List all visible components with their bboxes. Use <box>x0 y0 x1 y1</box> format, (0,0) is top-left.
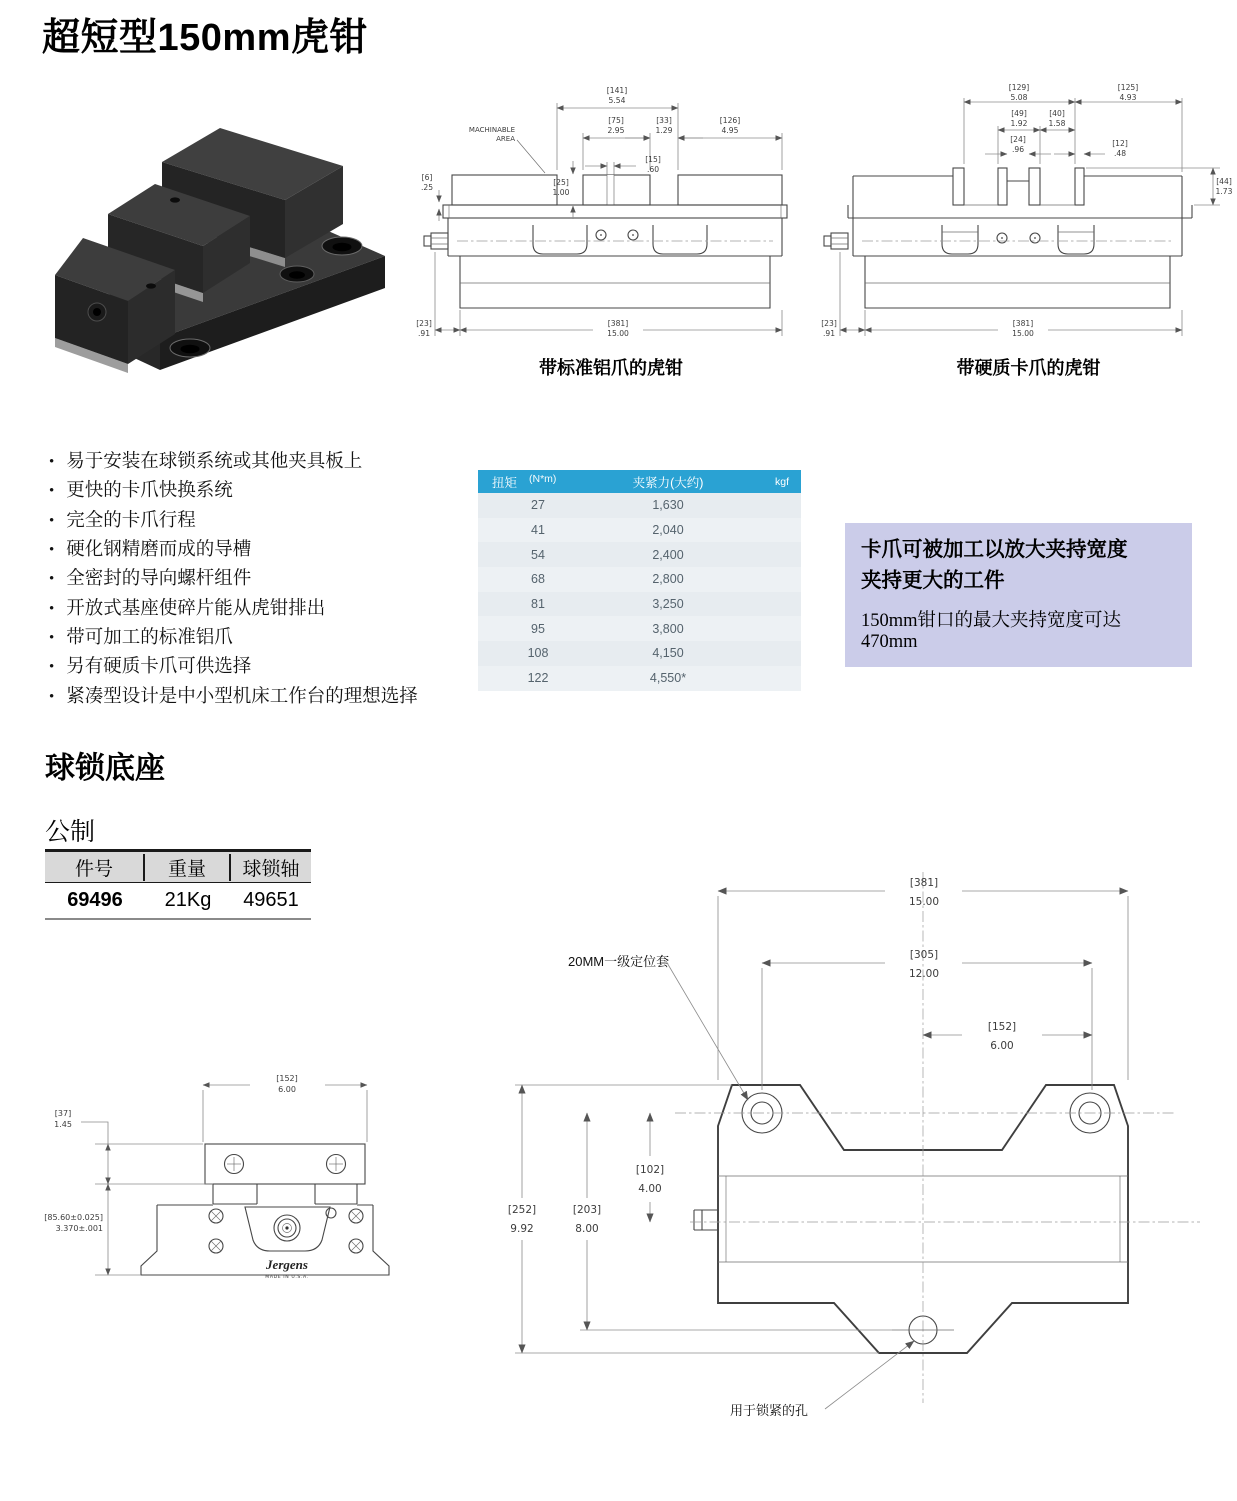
table-row: 68 2,800 <box>531 572 684 587</box>
drawing-hard-svg <box>820 78 1237 346</box>
svg-text:3.370±.001: 3.370±.001 <box>55 1224 103 1233</box>
feature-list <box>45 452 490 716</box>
col-torque: 扭矩 <box>492 475 518 490</box>
table-row: 27 1,630 <box>478 493 801 518</box>
col-part-number: 件号 <box>45 854 145 881</box>
svg-text:.96: .96 <box>1011 145 1025 154</box>
page-title: 超短型150mm虎钳 <box>42 17 368 59</box>
table-row: 81 3,250 <box>478 592 801 617</box>
svg-text:.25: .25 <box>420 183 434 192</box>
machinable-jaws-callout <box>845 523 1192 667</box>
svg-text:[203]: [203] <box>572 1204 602 1216</box>
made-in-usa-label: MADE IN U.S.A. <box>265 1275 309 1280</box>
svg-text:[305]: [305] <box>909 949 939 961</box>
svg-text:[381]: [381] <box>909 877 939 889</box>
svg-text:5.08: 5.08 <box>1010 93 1028 102</box>
svg-text:1.58: 1.58 <box>1048 119 1066 128</box>
dims-standard <box>416 86 782 338</box>
bullet-icon: • <box>49 659 55 676</box>
part-number: 69496 <box>67 889 123 911</box>
svg-text:12.00: 12.00 <box>908 968 940 980</box>
set-screw <box>326 1208 336 1218</box>
svg-text:[6]: [6] <box>421 173 433 182</box>
svg-text:1.92: 1.92 <box>1010 119 1028 128</box>
torque-table-header <box>478 470 801 493</box>
drawing-standard-jaws <box>415 78 807 380</box>
feature-item: • 易于安装在球锁系统或其他夹具板上 <box>49 452 363 472</box>
weight-value: 21Kg <box>164 889 212 911</box>
svg-text:15.00: 15.00 <box>908 896 940 908</box>
drawing-standard-svg <box>415 78 807 346</box>
svg-text:[152]: [152] <box>276 1074 298 1083</box>
table-row <box>45 883 311 920</box>
col-shank: 球锁轴 <box>242 858 300 880</box>
bullet-icon: • <box>49 688 55 705</box>
drawing-base-front <box>35 1068 455 1300</box>
svg-text:[37]: [37] <box>54 1109 72 1118</box>
machinable-area-shapes <box>452 162 782 205</box>
svg-text:15.00: 15.00 <box>1012 329 1034 338</box>
callout-body: 150mm钳口的最大夹持宽度可达470mm <box>861 610 1122 652</box>
bullet-icon: • <box>49 542 55 559</box>
svg-text:[44]: [44] <box>1216 177 1232 186</box>
ball-lock-bore <box>274 1215 300 1241</box>
lock-hole-callout-label: 用于锁紧的孔 <box>730 1403 809 1418</box>
table-row: 95 3,800 <box>531 621 684 636</box>
svg-text:[12]: [12] <box>1112 139 1128 148</box>
svg-text:[381]: [381] <box>1012 319 1034 328</box>
bullet-icon: • <box>49 483 55 500</box>
torque-table <box>478 470 801 691</box>
drawing-base-top <box>490 858 1237 1438</box>
bullet-icon: • <box>49 512 55 529</box>
svg-text:5.54: 5.54 <box>608 96 626 105</box>
svg-text:[85.60±0.025]: [85.60±0.025] <box>44 1213 103 1222</box>
feature-item: • 硬化钢精磨而成的导槽 <box>49 540 252 561</box>
svg-text:[23]: [23] <box>416 319 432 328</box>
svg-text:[15]: [15] <box>645 155 661 164</box>
svg-text:[24]: [24] <box>1010 135 1026 144</box>
product-photo <box>55 88 390 400</box>
feature-item: • 紧凑型设计是中小型机床工作台的理想选择 <box>49 686 418 707</box>
col-torque-unit: (N*m) <box>529 472 557 485</box>
col-weight: 重量 <box>145 854 231 881</box>
bullet-icon: • <box>49 454 55 470</box>
bullet-icon: • <box>49 571 55 588</box>
feature-item: • 开放式基座使碎片能从虎钳排出 <box>49 598 326 619</box>
svg-text:8.00: 8.00 <box>575 1223 599 1235</box>
svg-text:[102]: [102] <box>635 1164 665 1176</box>
svg-text:4.95: 4.95 <box>721 126 739 135</box>
feature-item: • 更快的卡爪快换系统 <box>49 481 233 502</box>
svg-text:.48: .48 <box>1113 149 1127 158</box>
svg-text:1.29: 1.29 <box>655 126 673 135</box>
vise-body-outline <box>824 168 1192 308</box>
feature-item: • 另有硬质卡爪可供选择 <box>49 657 252 678</box>
caption-hard-jaws: 带硬质卡爪的虎钳 <box>956 358 1101 378</box>
svg-text:1.00: 1.00 <box>552 188 570 197</box>
base-front-outline <box>141 1144 389 1280</box>
feature-item: • 带可加工的标准铝爪 <box>49 628 233 649</box>
lead-screw <box>88 303 106 321</box>
caption-standard-jaws: 带标准铝爪的虎钳 <box>539 358 683 378</box>
table-row: 108 4,150 <box>478 641 801 666</box>
svg-text:4.00: 4.00 <box>638 1183 662 1195</box>
svg-text:[49]: [49] <box>1011 109 1027 118</box>
table-row: 122 4,550* <box>527 671 687 686</box>
col-unit-kgf: kgf <box>774 475 789 488</box>
svg-text:6.00: 6.00 <box>278 1085 296 1094</box>
svg-text:AREA: AREA <box>496 135 515 143</box>
svg-text:.60: .60 <box>646 165 660 174</box>
section-title-ball-lock-base: 球锁底座 <box>45 752 165 785</box>
drawing-hard-jaws <box>820 78 1237 380</box>
svg-text:[23]: [23] <box>821 319 837 328</box>
vise-body-outline <box>424 205 787 308</box>
svg-text:9.92: 9.92 <box>510 1223 534 1235</box>
table-row: 41 2,040 <box>531 523 684 538</box>
svg-text:[75]: [75] <box>608 116 624 125</box>
metric-table <box>45 849 311 920</box>
dims-base-top <box>508 877 1128 1418</box>
svg-text:[25]: [25] <box>553 178 569 187</box>
table-row: 54 2,400 <box>478 542 801 567</box>
svg-text:[40]: [40] <box>1049 109 1065 118</box>
svg-text:[33]: [33] <box>656 116 672 125</box>
svg-text:1.73: 1.73 <box>1215 187 1233 196</box>
svg-text:[129]: [129] <box>1008 83 1030 92</box>
svg-text:15.00: 15.00 <box>607 329 629 338</box>
col-clamp-force: 夹紧力(大约) <box>632 475 704 490</box>
socket-head-screw <box>225 1155 346 1174</box>
svg-text:6.00: 6.00 <box>990 1040 1014 1052</box>
jergens-logo: Jergens <box>266 1257 308 1272</box>
metric-subheading: 公制 <box>45 818 96 846</box>
bullet-icon: • <box>49 600 55 617</box>
svg-text:4.93: 4.93 <box>1119 93 1137 102</box>
svg-text:[252]: [252] <box>507 1204 537 1216</box>
feature-item: • 全密封的导向螺杆组件 <box>49 569 252 590</box>
svg-text:[126]: [126] <box>719 116 741 125</box>
dims-base-front <box>44 1074 367 1275</box>
svg-text:2.95: 2.95 <box>607 126 625 135</box>
svg-text:[125]: [125] <box>1117 83 1139 92</box>
svg-text:[141]: [141] <box>606 86 628 95</box>
svg-text:[381]: [381] <box>607 319 629 328</box>
metric-table-header <box>45 852 311 883</box>
feature-item: • 完全的卡爪行程 <box>49 510 196 531</box>
svg-text:[152]: [152] <box>987 1021 1017 1033</box>
flange-holes <box>209 1209 363 1253</box>
callout-heading: 卡爪可被加工以放大夹持宽度 夹持更大的工件 <box>861 538 1128 592</box>
svg-text:1.45: 1.45 <box>54 1120 72 1129</box>
svg-text:.91: .91 <box>822 329 836 338</box>
svg-text:.91: .91 <box>417 329 431 338</box>
dims-hard <box>821 83 1232 338</box>
shank-value: 49651 <box>243 889 299 911</box>
machinable-area-label: MACHINABLE <box>468 126 515 134</box>
screw-boss <box>694 1210 718 1230</box>
bullet-icon: • <box>49 630 55 647</box>
bushing-callout-label: 20MM一级定位套 <box>568 954 670 969</box>
